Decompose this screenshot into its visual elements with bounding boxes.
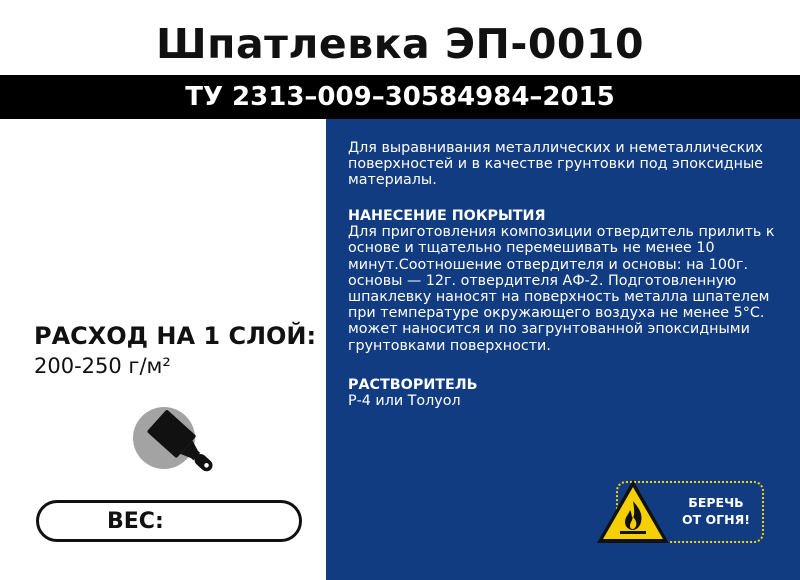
- solvent-text: Р-4 или Толуол: [348, 393, 461, 410]
- application-text: Для приготовления композиции отвердитель прилить к основе и тщательно перемешивать не менее 10 минут.Соотношение отвердителя и основы: на 100г. основы — 12г. отвердителя АФ-2. Подготовленную шпаклевку наносят на поверхность металла шпателем при температуре окружающего воздуха не менее 5°С. может наносится и по загрунтованной эпоксидными грунтовками поверхности.: [348, 224, 775, 354]
- solvent-heading: РАСТВОРИТЕЛЬ: [348, 377, 478, 393]
- weight-label: ВЕС:: [107, 509, 164, 534]
- solvent-section: [348, 377, 788, 409]
- flammable-warning-icon: [594, 477, 672, 547]
- warning-line-2: ОТ ОГНЯ!: [682, 512, 750, 527]
- warning-text: [676, 494, 756, 528]
- consumption-value: 200-250 г/м²: [34, 354, 171, 378]
- description-panel: [326, 119, 800, 580]
- weight-field: [36, 500, 302, 542]
- product-title: Шпатлевка ЭП-0010: [156, 20, 644, 68]
- application-section: [348, 208, 793, 354]
- fire-warning: [594, 479, 766, 549]
- consumption-label: РАСХОД НА 1 СЛОЙ:: [34, 322, 317, 350]
- standard-number: ТУ 2313–009–30584984–2015: [185, 82, 615, 112]
- spatula-icon: [130, 404, 220, 486]
- standard-bar: [0, 75, 800, 119]
- warning-line-1: БЕРЕЧЬ: [688, 495, 744, 510]
- intro-text: Для выравнивания металлических и неметаллических поверхностей и в качестве грунтовки под эпоксидные материалы.: [348, 140, 764, 189]
- application-heading: НАНЕСЕНИЕ ПОКРЫТИЯ: [348, 208, 546, 224]
